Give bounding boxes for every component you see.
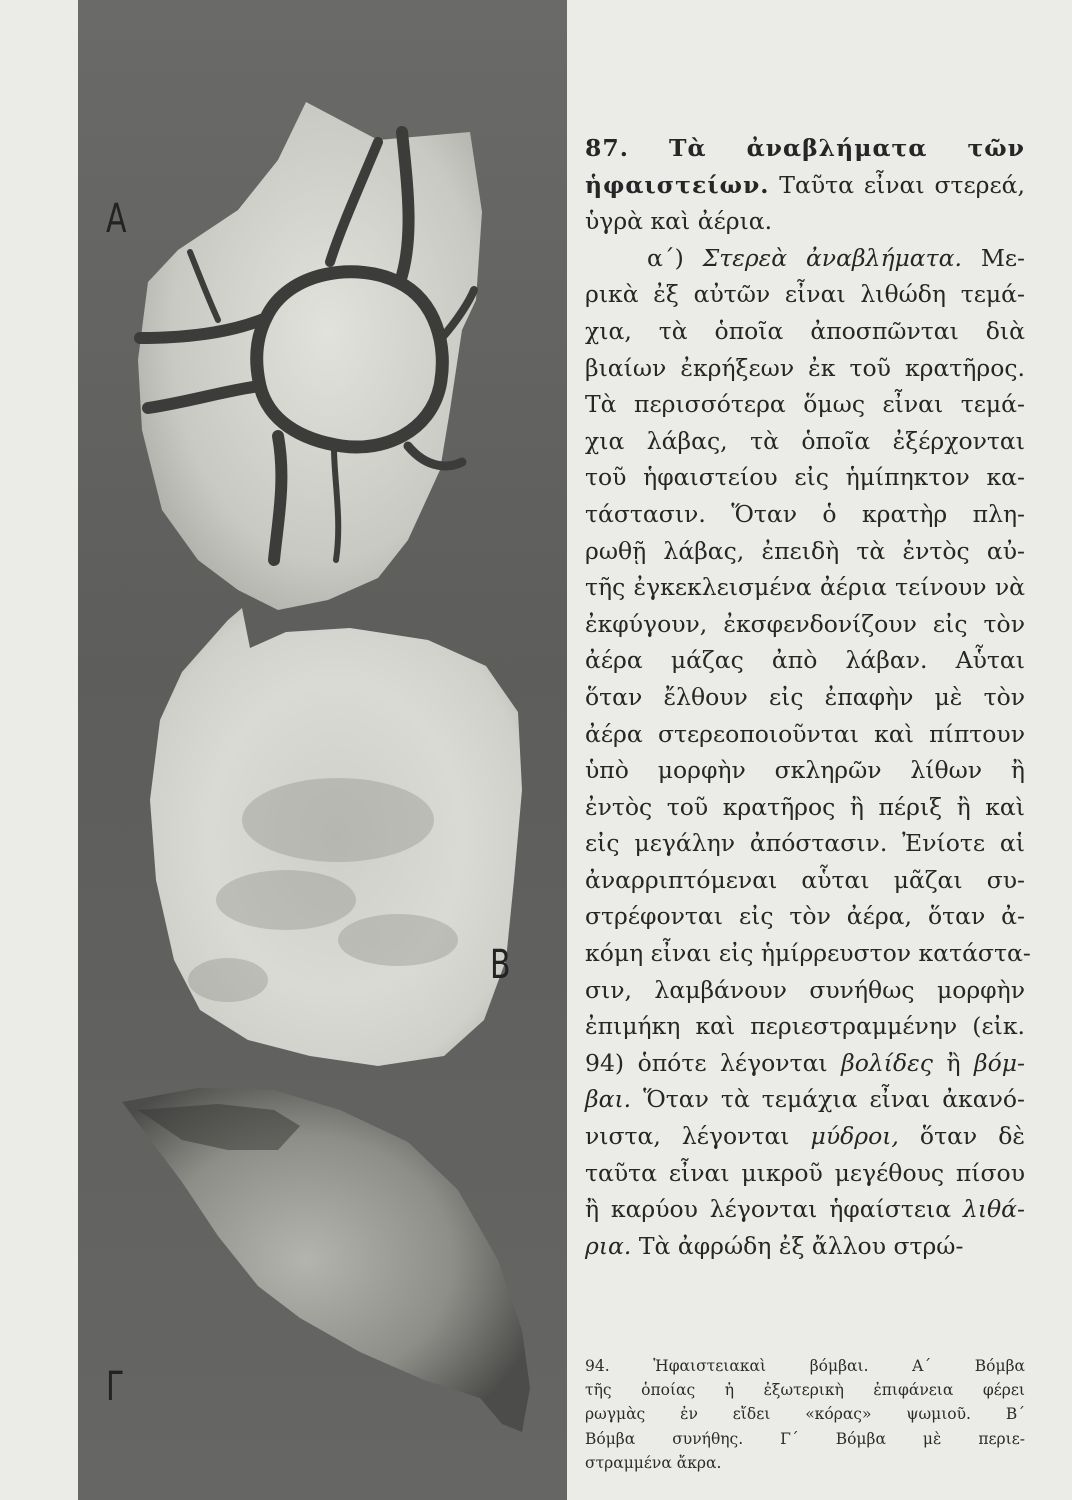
section-heading: ἡφαιστείων. xyxy=(585,170,770,199)
text-run: ρικὰ ἐξ αὐτῶν εἶναι λιθώδη τεμά- xyxy=(585,280,1025,309)
text-run: χια, τὰ ὁποῖα ἀποσπῶνται διὰ xyxy=(585,316,1025,345)
text-line xyxy=(585,1155,1025,1192)
text-line xyxy=(585,862,1025,899)
text-run: Ταῦτα εἶναι στερεά, xyxy=(769,170,1025,199)
text-run: νιστα, λέγονται xyxy=(585,1122,811,1151)
text-run: βιαίων ἐκρήξεων ἐκ τοῦ κρατῆρος. xyxy=(585,353,1025,382)
figure-label-b: Β xyxy=(490,942,511,988)
text-line xyxy=(585,533,1025,570)
text-run: χια λάβας, τὰ ὁποῖα ἐξέρχονται xyxy=(585,426,1025,455)
text-run: εἰς μεγάλην ἀπόστασιν. Ἐνίοτε αἱ xyxy=(585,829,1025,858)
text-run: ὅταν δὲ xyxy=(898,1122,1025,1151)
main-paragraph xyxy=(585,130,1031,1264)
text-run: ἢ καρύου λέγονται ἡφαίστεια xyxy=(585,1195,963,1224)
text-line xyxy=(585,313,1025,350)
text-run: 94) ὁπότε λέγονται xyxy=(585,1048,842,1077)
text-run: Τὰ περισσότερα ὅμως εἶναι τεμά- xyxy=(585,390,1025,419)
caption-line: 94. Ἡφαιστειακαὶ βόμβαι. Α΄ Βόμβα xyxy=(585,1357,1025,1375)
caption-line: τῆς ὁποίας ἡ ἐξωτερικὴ ἐπιφάνεια φέρει xyxy=(585,1381,1025,1400)
text-run: τοῦ ἡφαιστείου εἰς ἡμίπηκτον κα- xyxy=(585,463,1025,492)
text-line xyxy=(585,350,1025,387)
text-line xyxy=(585,1118,1025,1155)
italic-term: Στερεὰ ἀναβλήματα. xyxy=(702,243,963,272)
italic-term: βαι. xyxy=(585,1085,632,1114)
text-run: ρωθῇ λάβας, ἐπειδὴ τὰ ἐντὸς αὐ- xyxy=(585,536,1025,565)
text-run: Ὅταν τὰ τεμάχια εἶναι ἀκανό- xyxy=(631,1085,1025,1114)
text-line xyxy=(585,898,1025,935)
text-run: τάστασιν. Ὅταν ὁ κρατὴρ πλη- xyxy=(585,499,1025,528)
text-line xyxy=(585,642,1025,679)
bomb-b xyxy=(150,608,522,1066)
bomb-a xyxy=(138,102,482,610)
text-line xyxy=(585,935,1031,972)
text-line xyxy=(585,679,1025,716)
figure-plate xyxy=(78,0,567,1500)
text-run: α΄) xyxy=(647,243,703,272)
italic-term: βολίδες xyxy=(841,1048,933,1077)
caption-line: στραμμένα ἄκρα. xyxy=(585,1453,722,1472)
text-line xyxy=(585,423,1025,460)
italic-term: μύδροι, xyxy=(810,1122,899,1151)
text-line xyxy=(585,386,1025,423)
text-line xyxy=(585,789,1025,826)
text-line xyxy=(585,1008,1025,1045)
text-line xyxy=(585,752,1025,789)
text-line xyxy=(585,203,1025,240)
text-line xyxy=(585,276,1025,313)
text-line xyxy=(585,569,1025,606)
text-run: ἐπιμήκη καὶ περιεστραμμένην (εἰκ. xyxy=(585,1012,1025,1041)
text-line xyxy=(585,716,1025,753)
text-run: ταῦτα εἶναι μικροῦ μεγέθους πίσου xyxy=(585,1158,1025,1187)
text-run: ἀναρριπτόμεναι αὗται μᾶζαι συ- xyxy=(585,865,1025,894)
figure-label-a: Α xyxy=(106,196,127,242)
text-run: τῆς ἐγκεκλεισμένα ἀέρια τείνουν νὰ xyxy=(585,573,1025,602)
text-run: ὑγρὰ καὶ ἀέρια. xyxy=(585,207,773,236)
text-run: ἐντὸς τοῦ κρατῆρος ἢ πέριξ ἢ καὶ xyxy=(585,792,1025,821)
text-line xyxy=(585,167,1025,204)
text-run: ὑπὸ μορφὴν σκληρῶν λίθων ἢ xyxy=(585,756,1025,785)
text-run: Τὰ ἀφρώδη ἐξ ἄλλου στρώ- xyxy=(631,1231,964,1260)
figure-caption xyxy=(585,1354,1025,1475)
text-line xyxy=(585,825,1025,862)
bombs-illustration xyxy=(78,0,567,1500)
text-run: ὅταν ἔλθουν εἰς ἐπαφὴν μὲ τὸν xyxy=(585,682,1025,711)
text-run: ἢ xyxy=(932,1048,975,1077)
text-line xyxy=(585,1045,1025,1082)
text-line xyxy=(585,240,1025,277)
text-run: Με- xyxy=(962,243,1026,272)
italic-term: ρια. xyxy=(585,1231,632,1260)
text-line xyxy=(585,1081,1025,1118)
figure-label-c: Γ xyxy=(106,1364,123,1410)
text-line xyxy=(585,130,1025,167)
bomb-c xyxy=(122,1088,530,1432)
text-run: στρέφονται εἰς τὸν ἀέρα, ὅταν ἀ- xyxy=(585,902,1025,931)
italic-term: λιθά- xyxy=(962,1195,1025,1224)
text-run: σιν, λαμβάνουν συνήθως μορφὴν xyxy=(585,975,1025,1004)
text-line xyxy=(585,606,1025,643)
caption-line: ρωγμὰς ἐν εἴδει «κόρας» ψωμιοῦ. Β΄ xyxy=(585,1405,1025,1424)
text-line xyxy=(585,1228,1025,1265)
text-line xyxy=(585,1191,1025,1228)
text-line xyxy=(585,972,1025,1009)
text-line xyxy=(585,459,1025,496)
text-run: ἀέρα μάζας ἀπὸ λάβαν. Αὗται xyxy=(585,646,1025,675)
caption-line: Βόμβα συνήθης. Γ΄ Βόμβα μὲ περιε- xyxy=(585,1429,1025,1448)
text-run: κόμη εἶναι εἰς ἡμίρρευστον κατάστα- xyxy=(585,939,1031,968)
text-run: ἀέρα στερεοποιοῦνται καὶ πίπτουν xyxy=(585,719,1025,748)
italic-term: βόμ- xyxy=(974,1048,1025,1077)
section-heading: 87. Τὰ ἀναβλήματα τῶν xyxy=(585,134,1025,162)
text-line xyxy=(585,496,1025,533)
text-run: ἐκφύγουν, ἐκσφενδονίζουν εἰς τὸν xyxy=(585,609,1025,638)
